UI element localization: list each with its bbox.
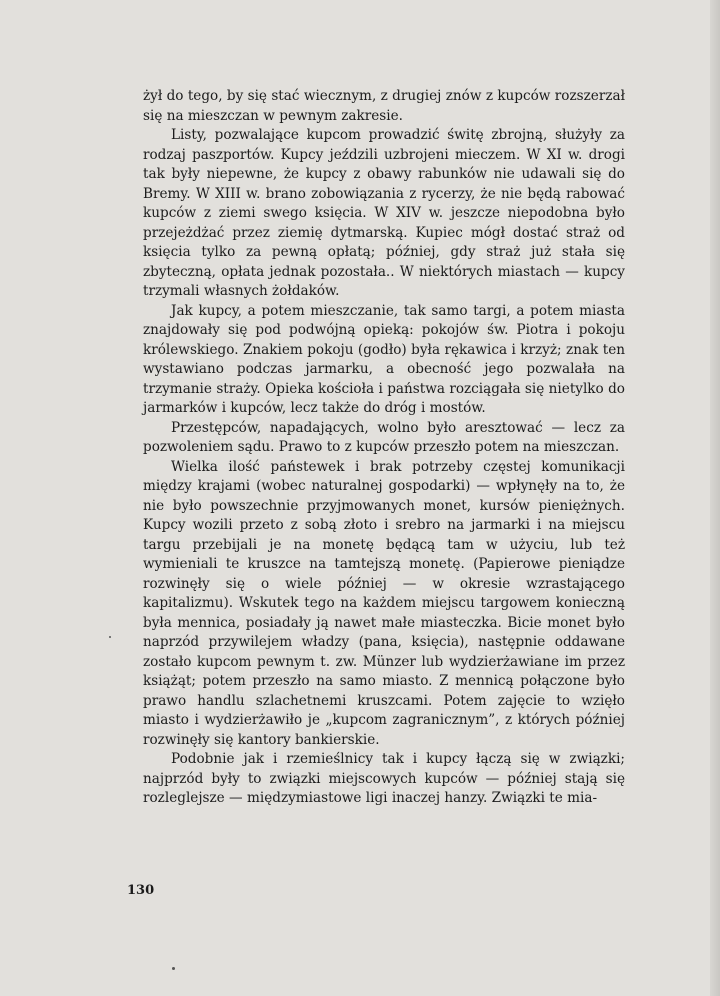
print-speck <box>109 636 111 638</box>
body-text <box>143 87 625 809</box>
print-speck <box>172 967 175 970</box>
paragraph: Listy, pozwalające kupcom prowadzić świtę zbrojną, służyły za rodzaj paszportów. Kupcy jeździli uzbrojeni mieczem. W XI w. drogi tak były niepewne, że kupcy z obawy rabunków nie udawali się do Bremy. W XIII w. brano zobowiązania z rycerzy, że nie będą rabować kupców z ziemi swego księcia. W XIV w. jeszcze niepodobna było przejeżdżać przez ziemię dytmarską. Kupiec mógł dostać straż od księcia tylko za pewną opłatą; później, gdy straż już stała się zbyteczną, opłata jednak pozostała.. W niektórych miastach — kupcy trzymali własnych żołdaków. <box>143 127 625 299</box>
paragraph: żył do tego, by się stać wiecznym, z drugiej znów z kupców rozszerzał się na mieszczan w pewnym zakresie. <box>143 88 625 124</box>
paragraph: Podobnie jak i rzemieślnicy tak i kupcy łączą się w związki; najprzód były to związki miejscowych kupców — później stają się rozleglejsze — międzymiastowe ligi inaczej hanzy. Związki te mia- <box>143 751 625 806</box>
paragraph: Przestępców, napadających, wolno było aresztować — lecz za pozwoleniem sądu. Prawo to z kupców przeszło potem na mieszczan. <box>143 419 625 455</box>
paragraph: Jak kupcy, a potem mieszczanie, tak samo targi, a potem miasta znajdowały się pod podwójną opieką: pokojów św. Piotra i pokoju królewskiego. Znakiem pokoju (godło) była rękawica i krzyż; znak ten wystawiano podczas jarmarku, a obecność jego pozwalała na trzymanie straży. Opieka kościoła i państwa rozciągała się nietylko do jarmarków i kupców, lecz także do dróg i mostów. <box>143 302 625 416</box>
page-number: 130 <box>127 883 155 898</box>
paragraph: Wielka ilość państewek i brak potrzeby częstej komunikacji między krajami (wobec naturalnej gospodarki) — wpłynęły na to, że nie było powszechnie przyjmowanych monet, kursów pieniężnych. Kupcy wozili przeto z sobą złoto i srebro na jarmarki i na miejscu targu przebijali je na monetę będącą tam w użyciu, lub też wymieniali te kruszce na tamtejszą monetę. (Papierowe pieniądze rozwinęły się o wiele później — w okresie wzrastającego kapitalizmu). Wskutek tego na każdem miejscu targowem konieczną była mennica, posiadały ją nawet małe miasteczka. Bicie monet było naprzód przywilejem władzy (pana, księcia), następnie oddawane zostało kupcom pewnym t. zw. Münzer lub wydzierżawiane im przez książąt; potem przeszło na samo miasto. Z mennicą połączone było prawo handlu szlachetnemi kruszcami. Potem zajęcie to wzięło miasto i wydzierżawiło je „kupcom zagranicznym”, z których później rozwinęły się kantory bankierskie. <box>143 458 625 748</box>
